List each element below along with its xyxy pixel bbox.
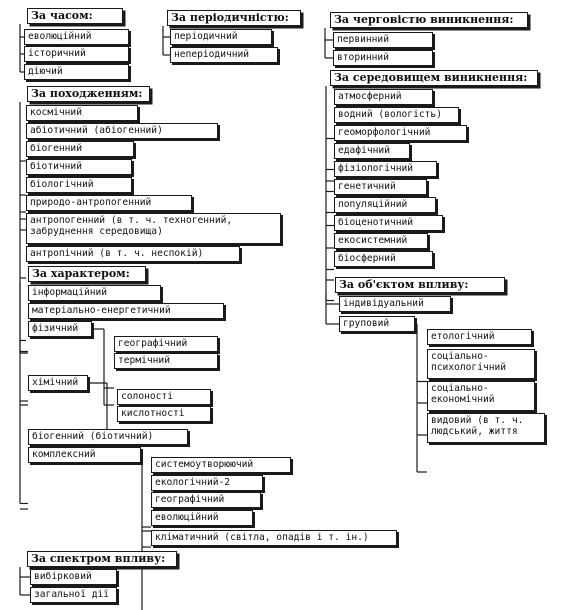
item-obiekt-0: індивідуальний bbox=[339, 296, 451, 312]
item-seredovyshche-3: едафічний bbox=[334, 143, 410, 159]
item-kompleksnyi-sub-1: екологічний-2 bbox=[151, 475, 263, 491]
item-kompleksnyi-sub-0: системоутворюючий bbox=[151, 457, 291, 473]
item-fizychnyi-sub-1: термічний bbox=[114, 353, 218, 369]
item-grupovyi-sub-2: соціально-економічний bbox=[427, 381, 535, 411]
item-pokhodzhennia-5: природо-антропогенний bbox=[26, 195, 192, 211]
item-spektr-0: вибірковий bbox=[30, 569, 117, 585]
item-pokhodzhennia-7: антропічний (в т. ч. неспокій) bbox=[26, 246, 240, 262]
item-grupovyi-sub-3: видовий (в т. ч. людський, життя bbox=[427, 413, 545, 443]
item-pokhodzhennia-1: абіотичний (абіогенний) bbox=[26, 123, 218, 139]
item-kharakter-5: комплексний bbox=[28, 447, 141, 463]
item-kompleksnyi-sub-4: кліматичний (світла, опадів і т. ін.) bbox=[151, 530, 397, 546]
item-kharakter-0: інформаційний bbox=[28, 285, 161, 301]
header-za-chasom: За часом: bbox=[27, 8, 123, 24]
item-kompleksnyi-sub-2: географічний bbox=[151, 492, 261, 508]
header-za-chergovistiu: За черговістю виникнення: bbox=[330, 12, 528, 28]
item-seredovyshche-8: екосистемний bbox=[334, 233, 428, 249]
item-seredovyshche-7: біоценотичний bbox=[334, 215, 443, 231]
item-kharakter-1: матеріально-енергетичний bbox=[28, 303, 224, 319]
item-khimichnyi-sub-0: солоності bbox=[117, 389, 211, 405]
item-pokhodzhennia-4: біологічний bbox=[26, 177, 132, 193]
item-grupovyi-sub-0: етологічний bbox=[427, 329, 532, 345]
header-za-obiektom: За об'єктом впливу: bbox=[335, 277, 505, 293]
item-pokhodzhennia-6: антропогенний (в т. ч. техногенний, забруднення середовища) bbox=[26, 213, 281, 244]
item-seredovyshche-5: генетичний bbox=[334, 179, 427, 195]
item-seredovyshche-1: водний (вологість) bbox=[334, 107, 459, 123]
item-seredovyshche-9: біосферний bbox=[334, 251, 433, 267]
item-chasom-2: діючий bbox=[24, 64, 129, 80]
item-seredovyshche-6: популяційний bbox=[334, 197, 436, 213]
item-obiekt-1: груповий bbox=[339, 316, 415, 332]
item-grupovyi-sub-1: соціально-психологічний bbox=[427, 349, 535, 379]
item-periodychnist-0: періодичний bbox=[170, 29, 272, 45]
item-khimichnyi-sub-1: кислотності bbox=[117, 406, 211, 422]
header-za-kharakterom: За характером: bbox=[28, 266, 146, 282]
item-kharakter-2: фізичний bbox=[28, 321, 92, 337]
item-periodychnist-1: неперіодичний bbox=[170, 47, 278, 63]
item-kharakter-4: біогенний (біотичний) bbox=[28, 429, 188, 445]
item-chergovist-1: вторинний bbox=[333, 50, 433, 66]
item-seredovyshche-2: геоморфологічний bbox=[334, 125, 467, 141]
item-chasom-0: еволюційний bbox=[24, 29, 129, 45]
item-kompleksnyi-sub-3: еволюційний bbox=[151, 510, 253, 526]
item-kharakter-3: хімічний bbox=[28, 375, 88, 391]
item-seredovyshche-4: фізіологічний bbox=[334, 161, 437, 177]
item-pokhodzhennia-2: біогенний bbox=[26, 141, 134, 157]
item-spektr-1: загальної дії bbox=[30, 587, 117, 603]
item-pokhodzhennia-3: біотичний bbox=[26, 159, 132, 175]
header-za-seredovyshchem: За середовищем виникнення: bbox=[330, 70, 538, 86]
item-seredovyshche-0: атмосферний bbox=[334, 89, 433, 105]
item-fizychnyi-sub-0: географічний bbox=[114, 336, 218, 352]
item-chergovist-0: первинний bbox=[333, 32, 433, 48]
header-za-spektrom: За спектром впливу: bbox=[27, 551, 177, 567]
item-chasom-1: історичний bbox=[24, 46, 129, 62]
header-za-periodychnistiu: За періодичністю: bbox=[167, 10, 301, 26]
header-za-pokhodzhenniam: За походженням: bbox=[27, 86, 150, 102]
item-pokhodzhennia-0: космічний bbox=[26, 105, 138, 121]
